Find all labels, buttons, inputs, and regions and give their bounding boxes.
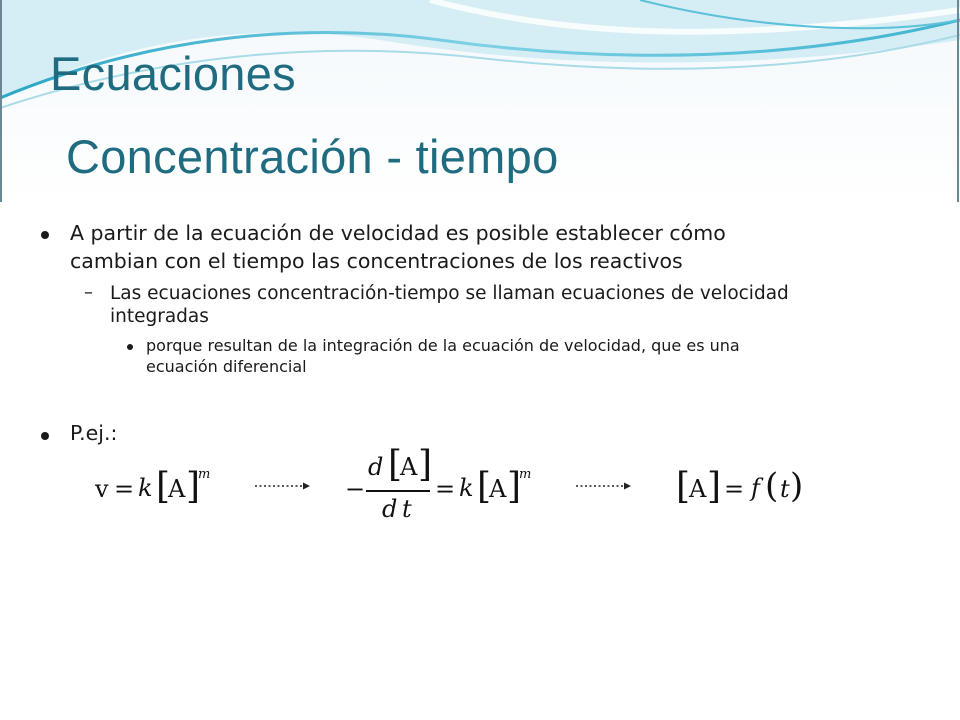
dotted-arrow-icon <box>576 481 632 491</box>
eq1-order: m <box>198 467 211 482</box>
eq1-k: k <box>138 474 153 502</box>
bullet-dot-icon <box>41 432 49 440</box>
eq1-v: v <box>95 475 109 503</box>
eq2-species-top: A <box>400 453 418 481</box>
sub-bullet-line-1: Las ecuaciones concentración-tiempo se llaman ecuaciones de velocidad <box>110 283 789 304</box>
left-bracket-icon: [ <box>388 444 403 485</box>
eq3-equals: = <box>724 475 745 503</box>
eq1-species: A <box>168 475 186 503</box>
left-bracket-icon: [ <box>156 466 171 507</box>
bullet-dot-icon <box>41 231 49 239</box>
sub-sub-bullet-line-2: ecuación diferencial <box>146 357 307 376</box>
small-bullet-dot-icon <box>127 344 133 350</box>
left-bracket-icon: [ <box>477 466 492 507</box>
dotted-arrow-icon <box>255 481 311 491</box>
eq2-d-top: d <box>368 453 384 481</box>
eq3-f: f <box>751 474 760 502</box>
sub-bullet-line-2: integradas <box>110 306 209 327</box>
right-bracket-icon: ] <box>418 444 433 485</box>
eq1-equals: = <box>114 475 135 503</box>
eq2-d-bottom: d <box>382 495 398 523</box>
bullet-1-line-2: cambian con el tiempo las concentraciones de los reactivos <box>70 249 683 273</box>
eq2-k: k <box>459 474 474 502</box>
left-bracket-icon: [ <box>676 466 691 507</box>
eq2-t-bottom: t <box>402 495 412 523</box>
bullet-1-line-1: A partir de la ecuación de velocidad es posible establecer cómo <box>70 221 726 245</box>
left-paren-icon: ( <box>765 466 779 506</box>
eq3-species: A <box>689 475 707 503</box>
slide-title-line-2: Concentración - tiempo <box>66 130 559 183</box>
right-bracket-icon: ] <box>507 466 522 507</box>
eq2-order: m <box>519 467 532 482</box>
slide-title-line-1: Ecuaciones <box>50 47 296 100</box>
eq2-minus: − <box>345 475 366 503</box>
bullet-2-text: P.ej.: <box>70 421 118 445</box>
eq3-t: t <box>780 475 790 503</box>
fraction-bar <box>366 490 430 492</box>
eq2-equals: = <box>435 475 456 503</box>
sub-sub-bullet-line-1: porque resultan de la integración de la ecuación de velocidad, que es una <box>146 336 740 355</box>
right-paren-icon: ) <box>790 466 804 506</box>
right-bracket-icon: ] <box>186 466 201 507</box>
right-bracket-icon: ] <box>707 466 722 507</box>
dash-icon: – <box>84 282 93 303</box>
header-band <box>0 0 960 202</box>
eq2-species: A <box>489 475 507 503</box>
